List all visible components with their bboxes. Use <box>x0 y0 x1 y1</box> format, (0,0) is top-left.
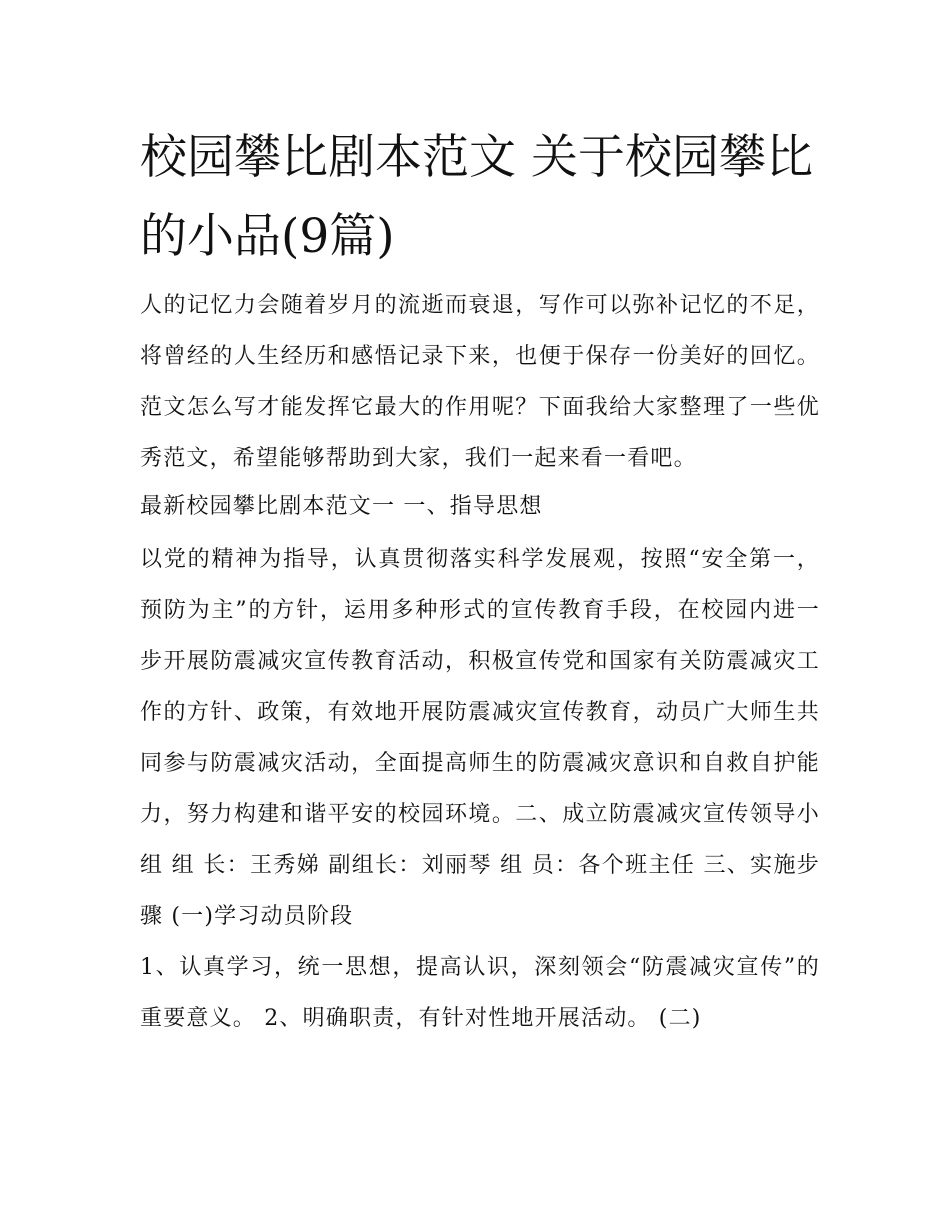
document-title: 校园攀比剧本范文 关于校园攀比的小品(9篇) <box>140 130 813 264</box>
section-heading: 最新校园攀比剧本范文一 一、指导思想 <box>140 494 543 519</box>
steps-paragraph: 1、认真学习，统一思想，提高认识，深刻领会“防震减灾宣传”的重要意义。 2、明确职责，有针对性地开展活动。 (二) <box>140 955 820 1031</box>
document-body <box>140 280 820 1044</box>
intro-paragraph: 人的记忆力会随着岁月的流逝而衰退，写作可以弥补记忆的不足，将曾经的人生经历和感悟记录下来，也便于保存一份美好的回忆。范文怎么写才能发挥它最大的作用呢？下面我给大家整理了一些优秀范文，希望能够帮助到大家，我们一起来看一看吧。 <box>140 293 820 471</box>
guiding-ideology-paragraph: 以党的精神为指导，认真贯彻落实科学发展观，按照“安全第一，预防为主”的方针，运用多种形式的宣传教育手段，在校园内进一步开展防震减灾宣传教育活动，积极宣传党和国家有关防震减灾工作的方针、政策，有效地开展防震减灾宣传教育，动员广大师生共同参与防震减灾活动，全面提高师生的防震减灾意识和自救自护能力，努力构建和谐平安的校园环境。二、成立防震减灾宣传领导小组 组 长：王秀娣 副组长：刘丽琴 组 员：各个班主任 三、实施步骤 (一)学习动员阶段 <box>140 547 820 929</box>
